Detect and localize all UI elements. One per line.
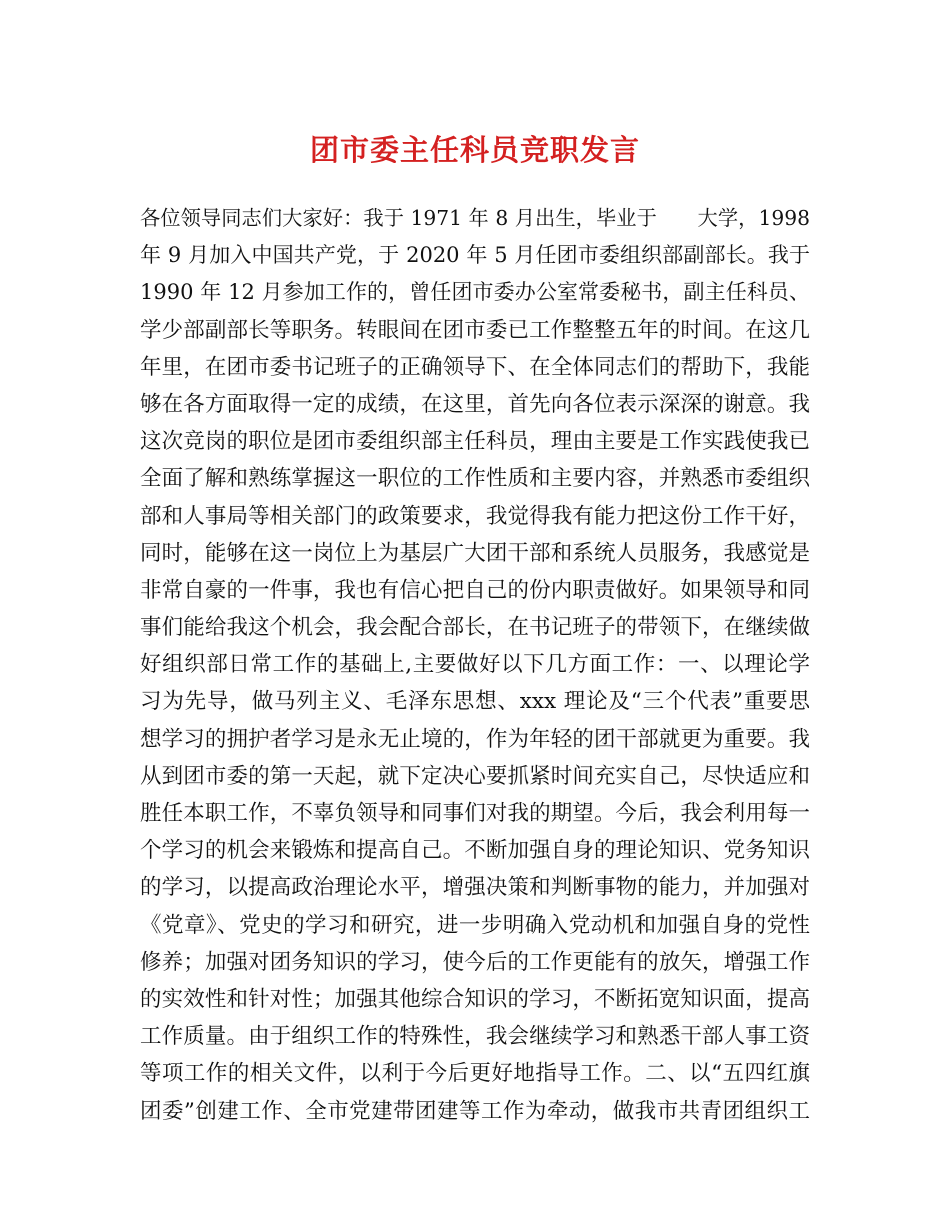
body-line: 《党章》、党史的学习和研究，进一步明确入党动机和加强自身的党性 [140,912,810,938]
body-line: 想学习的拥护者学习是永无止境的，作为年轻的团干部就更为重要。我 [140,726,810,752]
body-line: 各位领导同志们大家好：我于 1971 年 8 月出生，毕业于 大学，1998 [140,206,810,230]
body-line: 同时，能够在这一岗位上为基层广大团干部和系统人员服务，我感觉是 [140,540,810,566]
body-line: 全面了解和熟练掌握这一职位的工作性质和主要内容，并熟悉市委组织 [140,466,810,492]
body-line: 年 9 月加入中国共产党，于 2020 年 5 月任团市委组织部副部长。我于 [140,243,810,268]
body-line: 的学习，以提高政治理论水平，增强决策和判断事物的能力，并加强对 [140,875,810,901]
body-line: 的实效性和针对性；加强其他综合知识的学习，不断拓宽知识面，提高 [140,986,810,1012]
body-line: 修养；加强对团务知识的学习，使今后的工作更能有的放矢，增强工作 [140,949,810,975]
body-line: 非常自豪的一件事，我也有信心把自己的份内职责做好。如果领导和同 [140,577,810,603]
body-line: 好组织部日常工作的基础上,主要做好以下几方面工作：一、以理论学 [140,652,810,678]
body-line: 团委”创建工作、全市党建带团建等工作为牵动，做我市共青团组织工 [140,1098,810,1124]
document-body [140,200,810,1130]
body-line: 习为先导，做马列主义、毛泽东思想、xxx 理论及“三个代表”重要思 [140,689,810,715]
body-line: 工作质量。由于组织工作的特殊性，我会继续学习和熟悉干部人事工资 [140,1024,810,1050]
body-line: 够在各方面取得一定的成绩，在这里，首先向各位表示深深的谢意。我 [140,391,810,417]
body-line: 胜任本职工作，不辜负领导和同事们对我的期望。今后，我会利用每一 [140,801,810,826]
body-line: 事们能给我这个机会，我会配合部长，在书记班子的带领下，在继续做 [140,615,810,641]
body-line: 从到团市委的第一天起，就下定决心要抓紧时间充实自己，尽快适应和 [140,763,810,789]
body-line: 1990 年 12 月参加工作的，曾任团市委办公室常委秘书，副主任科员、 [140,280,810,305]
body-line: 个学习的机会来锻炼和提高自己。不断加强自身的理论知识、党务知识 [140,838,810,864]
body-line: 部和人事局等相关部门的政策要求，我觉得我有能力把这份工作干好， [140,503,810,529]
body-line: 这次竞岗的职位是团市委组织部主任科员，理由主要是工作实践使我已 [140,429,810,455]
document-title: 团市委主任科员竞职发言 [309,133,640,167]
body-line: 等项工作的相关文件，以利于今后更好地指导工作。二、以“五四红旗 [140,1061,810,1087]
body-line: 学少部副部长等职务。转眼间在团市委已工作整整五年的时间。在这几 [140,317,810,343]
body-line: 年里，在团市委书记班子的正确领导下、在全体同志们的帮助下，我能 [140,354,810,380]
